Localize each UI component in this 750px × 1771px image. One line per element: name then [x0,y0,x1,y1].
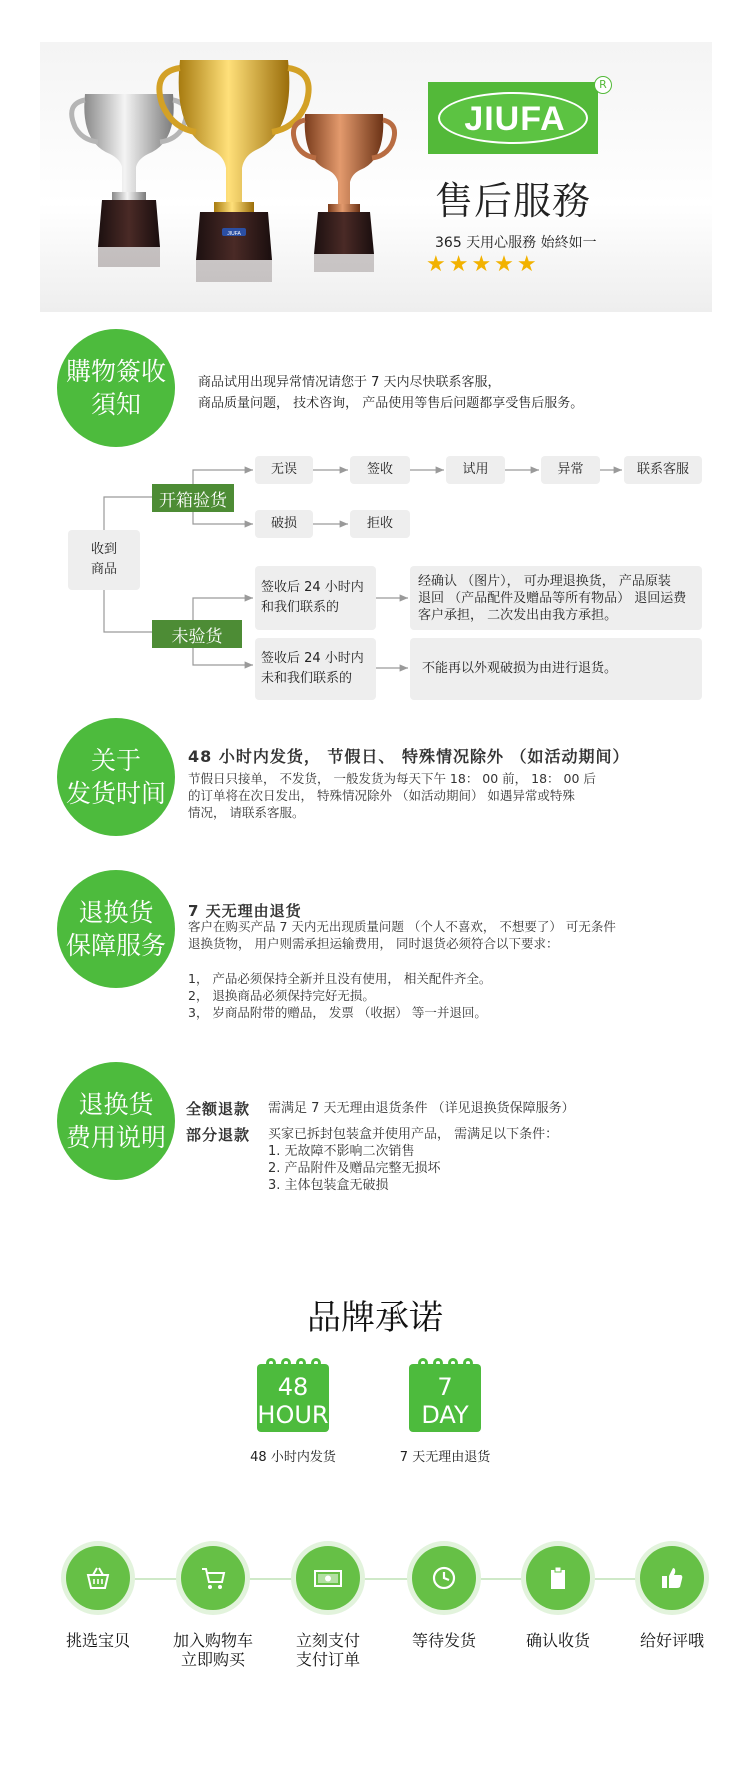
return-line: 退换货物， 用户则需承担运输费用， 同时退货必须符合以下要求： [188,936,559,951]
flow-after-24h-line2: 未和我们联系的 [261,671,353,686]
calendar-number: 48 [277,1373,309,1401]
step-label-line: 等待发货 [411,1631,476,1650]
step-label-line: 给好评哦 [639,1631,704,1650]
circle-title-line1: 退换货 [78,1090,154,1119]
step-wait [412,1546,476,1610]
flow-branch-nocheck: 未验货 [152,620,242,648]
list-item: 2， 退换商品必须保持完好无损。 [188,988,375,1003]
return-line: 客户在购买产品 7 天内无出现质量问题 （个人不喜欢， 不想要了） 可无条件 [188,919,616,934]
clipboard-icon [543,1563,573,1593]
return-text [188,918,616,952]
circle-title-line2: 发货时间 [65,779,166,808]
money-icon [312,1563,344,1593]
step-label-line: 确认收货 [525,1631,590,1650]
flow-no-return-box: 不能再以外观破损为由进行退货。 [410,638,702,700]
circle-title-line1: 退换货 [78,898,154,927]
calendar-number: 7 [437,1373,453,1401]
step-label-confirm [498,1631,618,1650]
flow-start-line2: 商品 [90,562,117,577]
list-item: 3， 岁商品附带的赠品， 发票 （收据） 等一并退回。 [188,1005,487,1020]
rating-stars-icon: ★★★★★ [426,252,540,277]
step-label-add-cart [153,1631,273,1669]
step-review [640,1546,704,1610]
shipping-time-circle [57,718,175,836]
partial-refund-conditions [268,1143,441,1194]
shipping-line: 情况， 请联系客服。 [188,805,305,820]
flow-step-reject: 拒收 [350,510,410,538]
flow-step-contact-service: 联系客服 [624,456,702,484]
return-heading: 7 天无理由退货 [188,902,302,920]
step-add-cart [181,1546,245,1610]
shipping-text [188,770,596,821]
basket-icon [83,1563,113,1593]
flow-step-no-error: 无误 [255,456,313,484]
circle-title-line2: 須知 [90,390,141,419]
registered-mark-icon: R [594,76,612,94]
notice-line: 商品试用出现异常情况请您于 7 天内尽快联系客服， [198,375,501,390]
flow-result-line3: 客户承担， 二次发出由我方承担。 [418,607,618,623]
step-choose [66,1546,130,1610]
banner-title: 售后服務 [435,179,592,223]
calendar-7day-caption: 7 天无理由退货 [399,1450,491,1465]
notice-line: 商品质量问题， 技术咨询， 产品使用等售后问题都享受售后服务。 [198,396,584,411]
flow-within-24h-box [255,566,376,630]
step-label-review [612,1631,732,1650]
list-item: 3. 主体包装盒无破损 [268,1178,389,1193]
step-label-pay [268,1631,388,1669]
calendar-unit: DAY [421,1401,469,1429]
circle-title-line1: 購物簽收 [65,357,166,386]
thumbs-up-icon [657,1563,687,1593]
step-label-line: 加入购物车 [172,1631,253,1650]
step-label-choose [38,1631,158,1650]
full-refund-label: 全额退款 [186,1100,251,1118]
step-label-line: 立刻支付 [295,1631,360,1650]
calendar-7day-icon [409,1356,481,1432]
return-guarantee-circle [57,870,175,988]
circle-title-line2: 保障服务 [65,931,166,960]
flow-start-line1: 收到 [90,542,117,557]
flow-step-abnormal: 异常 [541,456,600,484]
flow-step-damaged: 破损 [255,510,313,538]
partial-refund-text: 买家已拆封包装盒并使用产品， 需满足以下条件： [268,1127,559,1142]
flow-result-line2: 退回 （产品配件及赠品等所有物品） 退回运费 [418,590,687,606]
flow-return-result-box [410,566,702,630]
flow-after-24h-line1: 签收后 24 小时内 [261,651,364,666]
clock-icon [429,1563,459,1593]
brand-promise-title: 品牌承诺 [307,1298,443,1338]
step-label-line: 立即购买 [180,1650,245,1669]
step-label-line: 支付订单 [295,1650,360,1669]
flow-after-24h-box [255,638,376,700]
circle-title-line1: 关于 [90,746,141,775]
full-refund-text: 需满足 7 天无理由退货条件 （详见退换货保障服务） [268,1101,575,1116]
cart-icon [198,1563,228,1593]
step-label-wait [384,1631,504,1650]
flow-branch-check: 开箱验货 [152,484,234,512]
shipping-heading: 48 小时内发货， 节假日、 特殊情况除外 （如活动期间） [188,747,630,766]
calendar-48h-caption: 48 小时内发货 [250,1450,336,1465]
shipping-line: 的订单将在次日发出， 特殊情况除外 （如活动期间） 如遇异常或特殊 [188,788,575,803]
step-label-line: 挑选宝贝 [65,1631,130,1650]
flow-within-24h-line2: 和我们联系的 [261,600,340,615]
list-item: 1. 无故障不影响二次销售 [268,1144,415,1159]
trophy-plate-text: JIUFA [227,231,241,237]
list-item: 2. 产品附件及赠品完整无损坏 [268,1161,441,1176]
flow-step-trial: 试用 [446,456,505,484]
shipping-line: 节假日只接单， 不发货， 一般发货为每天下午 18： 00 前， 18： 00 后 [188,771,596,786]
circle-title-line2: 费用说明 [65,1123,166,1152]
logo-text: JIUFA [464,100,566,138]
calendar-48h-icon [257,1356,329,1432]
step-confirm [526,1546,590,1610]
flow-start-box [68,530,140,590]
banner-subtitle: 365 天用心服務 始終如一 [435,235,597,251]
list-item: 1， 产品必须保持全新并且没有使用， 相关配件齐全。 [188,971,492,986]
flow-step-sign: 签收 [350,456,410,484]
calendar-unit: HOUR [257,1401,329,1429]
partial-refund-label: 部分退款 [186,1126,251,1144]
flow-within-24h-line1: 签收后 24 小时内 [261,580,364,595]
return-fee-circle [57,1062,175,1180]
flow-result-line1: 经确认 （图片）， 可办理退换货， 产品原装 [418,573,671,589]
step-pay [296,1546,360,1610]
return-requirements-list [188,970,491,1021]
